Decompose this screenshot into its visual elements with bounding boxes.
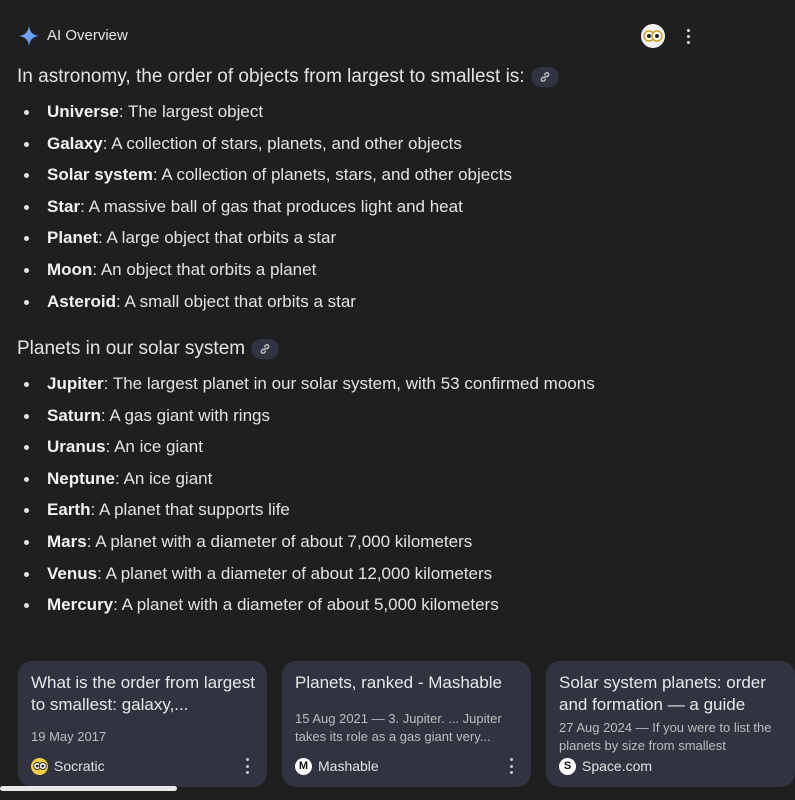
list-item: Earth: A planet that supports life (20, 494, 595, 526)
source-link-chip[interactable] (251, 339, 279, 359)
card-more-icon[interactable] (243, 758, 251, 774)
card-more-icon[interactable] (507, 758, 515, 774)
card-title[interactable]: What is the order from largest to smallest: galaxy,... (31, 673, 255, 714)
list-item: Asteroid: A small object that orbits a star (20, 286, 512, 318)
list-item: Moon: An object that orbits a planet (20, 254, 512, 286)
list-item: Saturn: A gas giant with rings (20, 400, 595, 432)
intro-text: In astronomy, the order of objects from largest to smallest is: (17, 66, 525, 87)
list-item: Galaxy: A collection of stars, planets, and other objects (20, 128, 512, 160)
ai-overview-title: AI Overview (47, 27, 128, 44)
list-item: Star: A massive ball of gas that produces light and heat (20, 191, 512, 223)
list-item: Jupiter: The largest planet in our solar system, with 53 confirmed moons (20, 368, 595, 400)
card-source[interactable] (559, 757, 652, 775)
card-title[interactable]: Solar system planets: order and formation — a guide (559, 673, 766, 714)
list-item: Venus: A planet with a diameter of about 12,000 kilometers (20, 558, 595, 590)
source-card-space[interactable] (546, 661, 795, 787)
list-item: Universe: The largest object (20, 96, 512, 128)
card-snippet: 27 Aug 2024 — If you were to list the planets by size from smallest (559, 720, 772, 753)
card-source-name: Space.com (582, 758, 653, 774)
card-source-name: Mashable (318, 758, 379, 774)
carousel-scrollbar[interactable] (0, 786, 177, 791)
list-item: Mercury: A planet with a diameter of about 5,000 kilometers (20, 589, 595, 621)
ai-overview-header (18, 22, 698, 50)
card-title[interactable]: Planets, ranked - Mashable (295, 673, 502, 692)
card-source[interactable] (31, 757, 105, 775)
list-item: Solar system: A collection of planets, stars, and other objects (20, 159, 512, 191)
owl-icon (31, 758, 48, 775)
source-card-socratic[interactable] (18, 661, 267, 787)
list-item: Planet: A large object that orbits a star (20, 222, 512, 254)
source-link-chip[interactable] (531, 67, 559, 87)
card-snippet: 15 Aug 2021 — 3. Jupiter. ... Jupiter takes its role as a gas giant very... (295, 711, 502, 744)
card-source[interactable] (295, 757, 379, 775)
card-date: 19 May 2017 (31, 729, 107, 744)
space-icon: S (559, 758, 576, 775)
sparkle-icon (18, 25, 40, 47)
intro-sentence (17, 66, 559, 88)
mashable-icon: M (295, 758, 312, 775)
section-title: Planets in our solar system (17, 338, 246, 359)
source-cards-carousel[interactable] (18, 661, 772, 787)
source-card-mashable[interactable] (282, 661, 531, 787)
planets-section-heading (17, 338, 279, 360)
link-icon (259, 343, 271, 355)
planet-list (20, 368, 595, 621)
card-source-name: Socratic (54, 758, 105, 774)
more-options-icon[interactable] (678, 24, 698, 48)
object-size-list (20, 96, 512, 317)
link-icon (539, 71, 551, 83)
list-item: Mars: A planet with a diameter of about 7,000 kilometers (20, 526, 595, 558)
list-item: Uranus: An ice giant (20, 431, 595, 463)
labs-owl-icon[interactable] (641, 24, 665, 48)
list-item: Neptune: An ice giant (20, 463, 595, 495)
